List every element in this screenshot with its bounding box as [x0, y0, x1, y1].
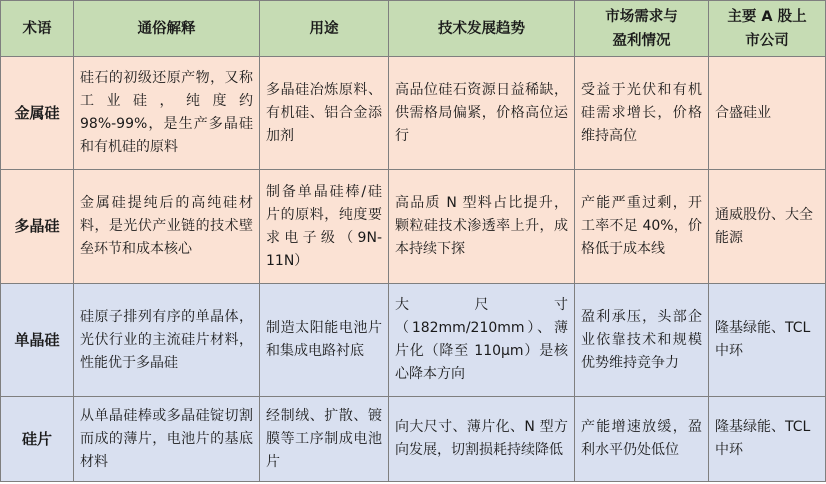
companies-cell: 隆基绿能、TCL 中环: [709, 284, 826, 397]
trend-cell: 高品位硅石资源日益稀缺，供需格局偏紧，价格高位运行: [389, 57, 575, 170]
explanation-cell: 从单晶硅棒或多晶硅锭切割而成的薄片，电池片的基底材料: [74, 397, 260, 482]
trend-cell: 大尺寸（182mm/210mm）、薄片化（降至 110μm）是核心降本方向: [389, 284, 575, 397]
market-cell: 产能增速放缓，盈利水平仍处低位: [575, 397, 709, 482]
explanation-cell: 硅石的初级还原产物，又称工业硅，纯度约98%-99%，是生产多晶硅和有机硅的原料: [74, 57, 260, 170]
explanation-cell: 硅原子排列有序的单晶体，光伏行业的主流硅片材料，性能优于多晶硅: [74, 284, 260, 397]
market-cell: 盈利承压，头部企业依靠技术和规模优势维持竞争力: [575, 284, 709, 397]
header-explanation: 通俗解释: [74, 1, 260, 57]
header-usage: 用途: [260, 1, 389, 57]
table-row: [1, 170, 826, 284]
term-cell: 多晶硅: [1, 170, 74, 284]
term-cell: 硅片: [1, 397, 74, 482]
companies-cell: 通威股份、大全能源: [709, 170, 826, 284]
usage-cell: 制造太阳能电池片和集成电路衬底: [260, 284, 389, 397]
header-term: 术语: [1, 1, 74, 57]
header-market: 市场需求与 盈利情况: [575, 1, 709, 57]
companies-cell: 隆基绿能、TCL 中环: [709, 397, 826, 482]
usage-cell: 多晶硅冶炼原料、有机硅、铝合金添加剂: [260, 57, 389, 170]
trend-cell: 向大尺寸、薄片化、N 型方向发展，切割损耗持续降低: [389, 397, 575, 482]
table-row: [1, 397, 826, 482]
market-cell: 受益于光伏和有机硅需求增长，价格维持高位: [575, 57, 709, 170]
companies-cell: 合盛硅业: [709, 57, 826, 170]
term-cell: 金属硅: [1, 57, 74, 170]
table-row: [1, 57, 826, 170]
explanation-cell: 金属硅提纯后的高纯硅材料，是光伏产业链的技术壁垒环节和成本核心: [74, 170, 260, 284]
header-companies: 主要 A 股上 市公司: [709, 1, 826, 57]
trend-cell: 高品质 N 型料占比提升，颗粒硅技术渗透率上升，成本持续下探: [389, 170, 575, 284]
table-row: [1, 284, 826, 397]
market-cell: 产能严重过剩，开工率不足 40%，价格低于成本线: [575, 170, 709, 284]
usage-cell: 制备单晶硅棒/硅片的原料，纯度要求电子级（9N-11N）: [260, 170, 389, 284]
term-cell: 单晶硅: [1, 284, 74, 397]
header-trend: 技术发展趋势: [389, 1, 575, 57]
table-header-row: [1, 1, 826, 57]
usage-cell: 经制绒、扩散、镀膜等工序制成电池片: [260, 397, 389, 482]
